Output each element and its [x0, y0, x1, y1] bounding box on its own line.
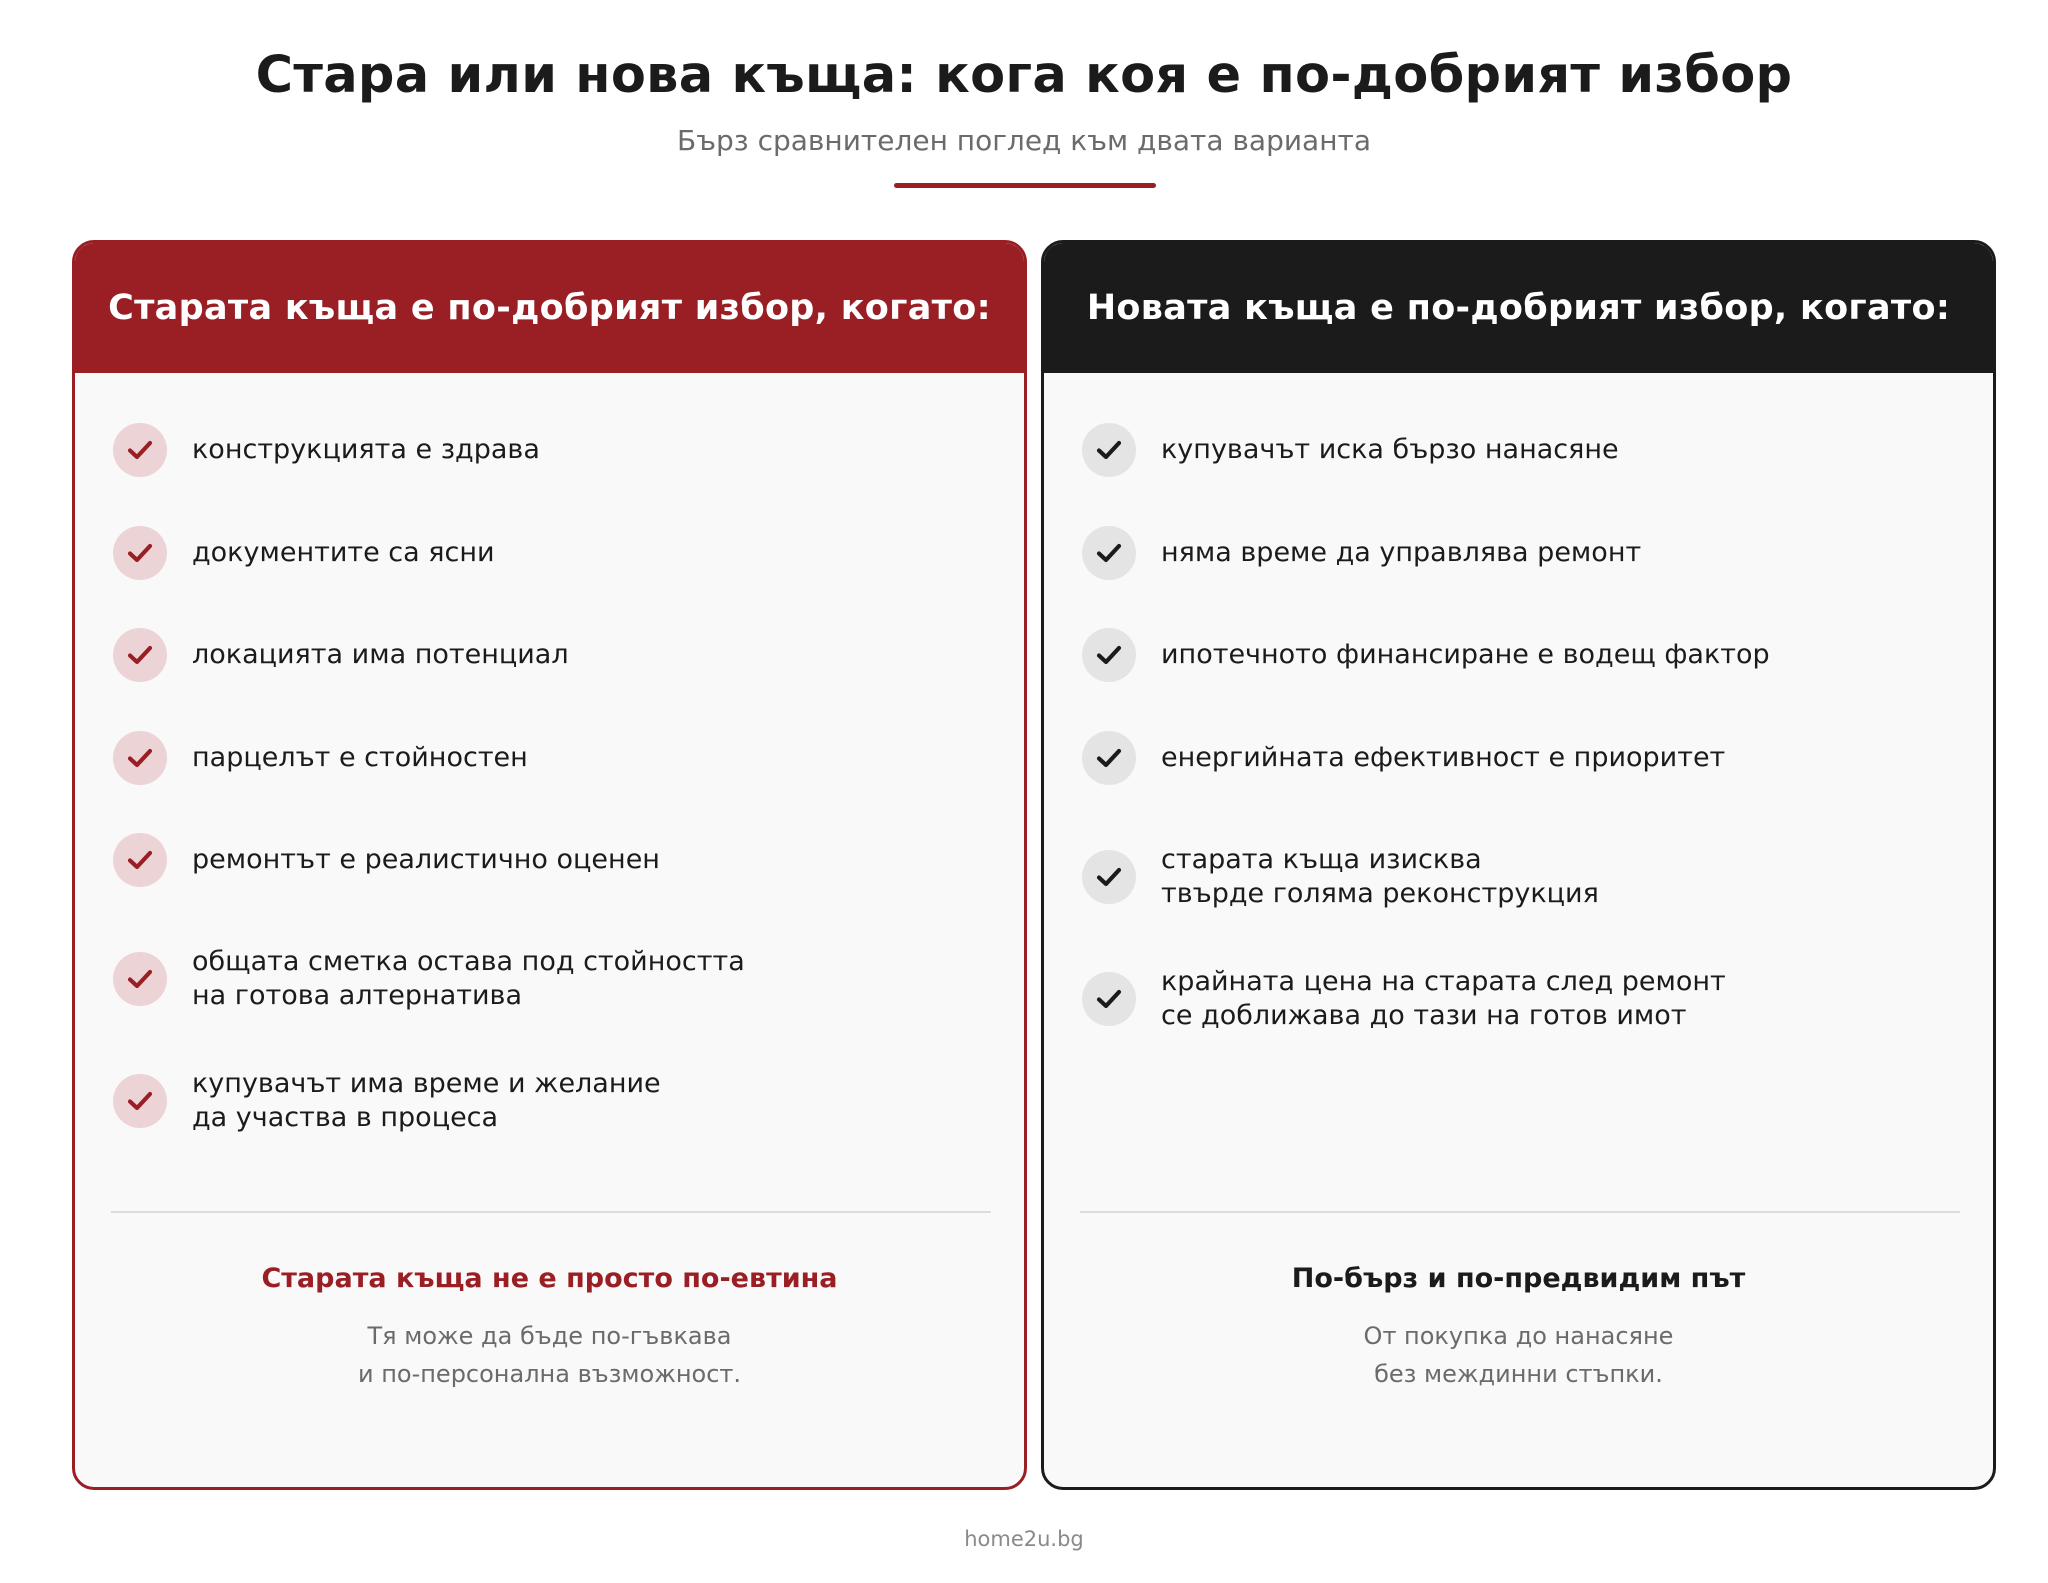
check-icon — [113, 731, 167, 785]
list-item — [1082, 423, 1962, 477]
list-item — [113, 526, 993, 580]
list-item — [113, 1067, 993, 1135]
page-title: Стара или нова къща: кога коя е по-добрият избор — [255, 46, 1793, 105]
list-item — [1082, 843, 1962, 911]
check-icon — [113, 952, 167, 1006]
list-item-text: купувачът има време и желание да участва в процеса — [192, 1068, 661, 1133]
new-house-card-heading: Новата къща е по-добрият избор, когато: — [1044, 243, 1993, 373]
list-item — [1082, 965, 1962, 1033]
old-house-card — [72, 240, 1027, 1490]
new-house-summary-title: По-бърз и по-предвидим път — [1291, 1263, 1746, 1294]
new-house-card — [1041, 240, 1996, 1490]
old-house-summary-text: Тя може да бъде по-гъвкава и по-персонална възможност. — [357, 1322, 742, 1388]
new-house-summary-text: От покупка до нанасяне без междинни стъпки. — [1363, 1322, 1674, 1388]
list-item-text: ипотечното финансиране е водещ фактор — [1161, 639, 1770, 670]
check-icon — [1082, 423, 1136, 477]
check-icon — [113, 628, 167, 682]
list-item — [113, 423, 993, 477]
check-icon — [113, 423, 167, 477]
check-icon — [1082, 850, 1136, 904]
check-icon — [1082, 731, 1136, 785]
divider — [1080, 1211, 1960, 1213]
list-item-text: купувачът иска бързо нанасяне — [1161, 434, 1619, 465]
list-item-text: конструкцията е здрава — [192, 434, 540, 465]
list-item — [1082, 731, 1962, 785]
list-item — [113, 945, 993, 1013]
old-house-summary-title: Старата къща не е просто по-евтина — [261, 1263, 838, 1294]
list-item — [113, 833, 993, 887]
list-item — [1082, 526, 1962, 580]
list-item-text: няма време да управлява ремонт — [1161, 537, 1642, 568]
check-icon — [113, 526, 167, 580]
list-item-text: енергийната ефективност е приоритет — [1161, 742, 1726, 773]
list-item-text: старата къща изисква твърде голяма реконструкция — [1161, 844, 1599, 909]
list-item — [113, 628, 993, 682]
list-item-text: парцелът е стойностен — [192, 742, 528, 773]
list-item-text: документите са ясни — [192, 537, 495, 568]
list-item-text: общата сметка остава под стойността на готова алтернатива — [192, 946, 745, 1011]
check-icon — [1082, 628, 1136, 682]
check-icon — [1082, 526, 1136, 580]
divider — [111, 1211, 991, 1213]
list-item-text: ремонтът е реалистично оценен — [192, 844, 660, 875]
site-footer: home2u.bg — [964, 1527, 1084, 1551]
check-icon — [1082, 972, 1136, 1026]
check-icon — [113, 833, 167, 887]
list-item — [1082, 628, 1962, 682]
check-icon — [113, 1074, 167, 1128]
title-underline — [894, 183, 1156, 188]
list-item-text: крайната цена на старата след ремонт се доближава до тази на готов имот — [1161, 966, 1726, 1031]
list-item — [113, 731, 993, 785]
page-subtitle: Бърз сравнителен поглед към двата варианта — [677, 124, 1371, 157]
old-house-card-heading: Старата къща е по-добрият избор, когато: — [75, 243, 1024, 373]
list-item-text: локацията има потенциал — [192, 639, 569, 670]
